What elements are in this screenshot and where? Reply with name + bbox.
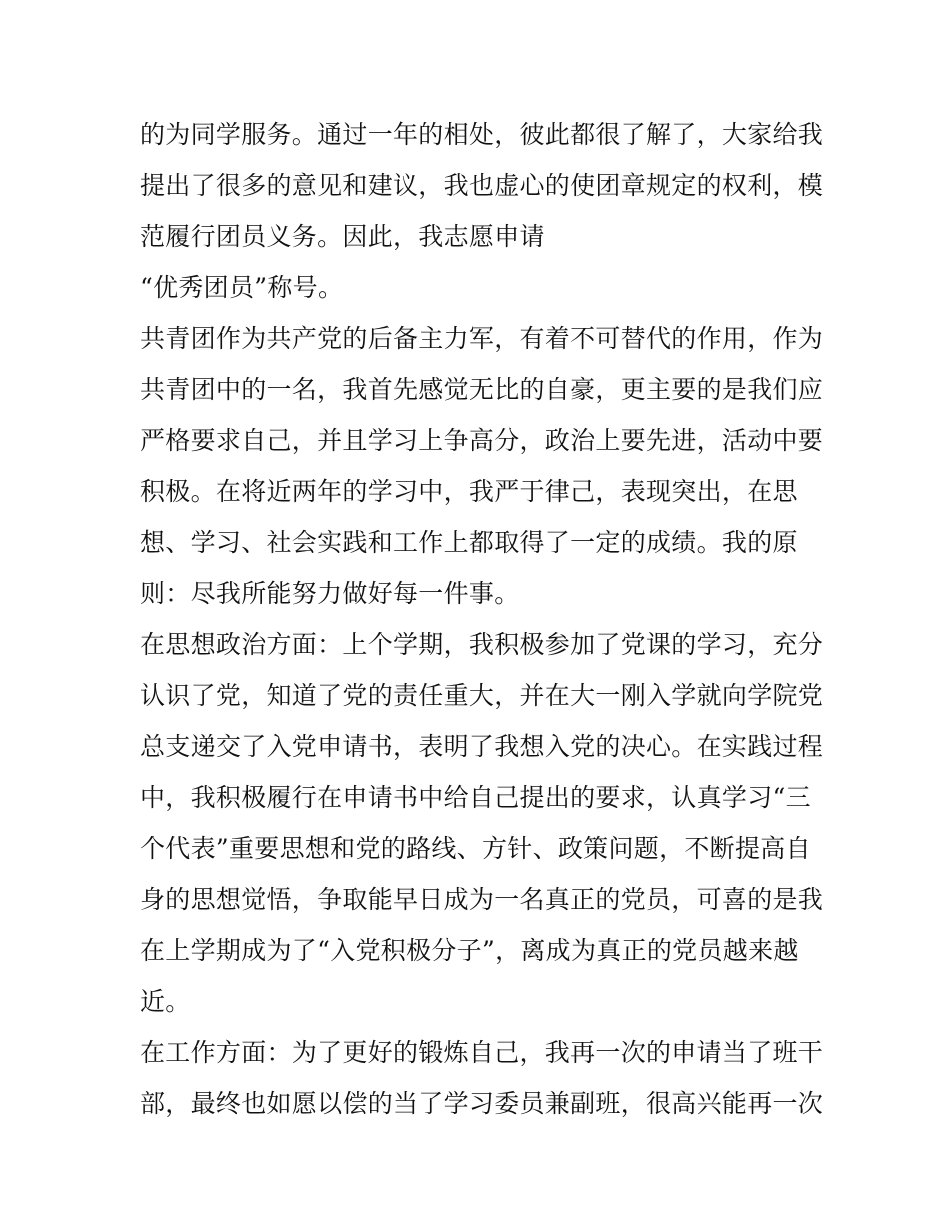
text-line: 中，我积极履行在申请书中给自己提出的要求，认真学习“三 <box>140 783 811 812</box>
text-line: 个代表”重要思想和党的路线、方针、政策问题，不断提高自 <box>140 834 811 863</box>
text-line: 提出了很多的意见和建议，我也虚心的使团章规定的权利，模 <box>140 171 824 200</box>
text-line: 范履行团员义务。因此，我志愿申请 <box>140 222 545 251</box>
text-line: 身的思想觉悟，争取能早日成为一名真正的党员，可喜的是我 <box>140 885 824 914</box>
text-line: “优秀团员”称号。 <box>140 273 344 302</box>
text-line: 在思想政治方面：上个学期，我积极参加了党课的学习，充分 <box>140 630 824 659</box>
text-line: 在上学期成为了“入党积极分子”，离成为真正的党员越来越 <box>140 936 799 965</box>
text-line: 的为同学服务。通过一年的相处，彼此都很了解了，大家给我 <box>140 120 824 149</box>
text-line: 近。 <box>140 987 191 1016</box>
text-line: 认识了党，知道了党的责任重大，并在大一刚入学就向学院党 <box>140 681 824 710</box>
text-line: 部，最终也如愿以偿的当了学习委员兼副班，很高兴能再一次 <box>140 1089 824 1118</box>
text-line: 积极。在将近两年的学习中，我严于律己，表现突出，在思 <box>140 477 798 506</box>
text-line: 共青团作为共产党的后备主力军，有着不可替代的作用，作为 <box>140 324 824 353</box>
text-line: 则：尽我所能努力做好每一件事。 <box>140 579 520 608</box>
text-line: 在工作方面：为了更好的锻炼自己，我再一次的申请当了班干 <box>140 1038 824 1067</box>
text-line: 严格要求自己，并且学习上争高分，政治上要先进，活动中要 <box>140 426 824 455</box>
text-line: 总支递交了入党申请书，表明了我想入党的决心。在实践过程 <box>140 732 824 761</box>
document-text <box>140 109 830 1129</box>
text-line: 共青团中的一名，我首先感觉无比的自豪，更主要的是我们应 <box>140 375 824 404</box>
text-line: 想、学习、社会实践和工作上都取得了一定的成绩。我的原 <box>140 528 798 557</box>
